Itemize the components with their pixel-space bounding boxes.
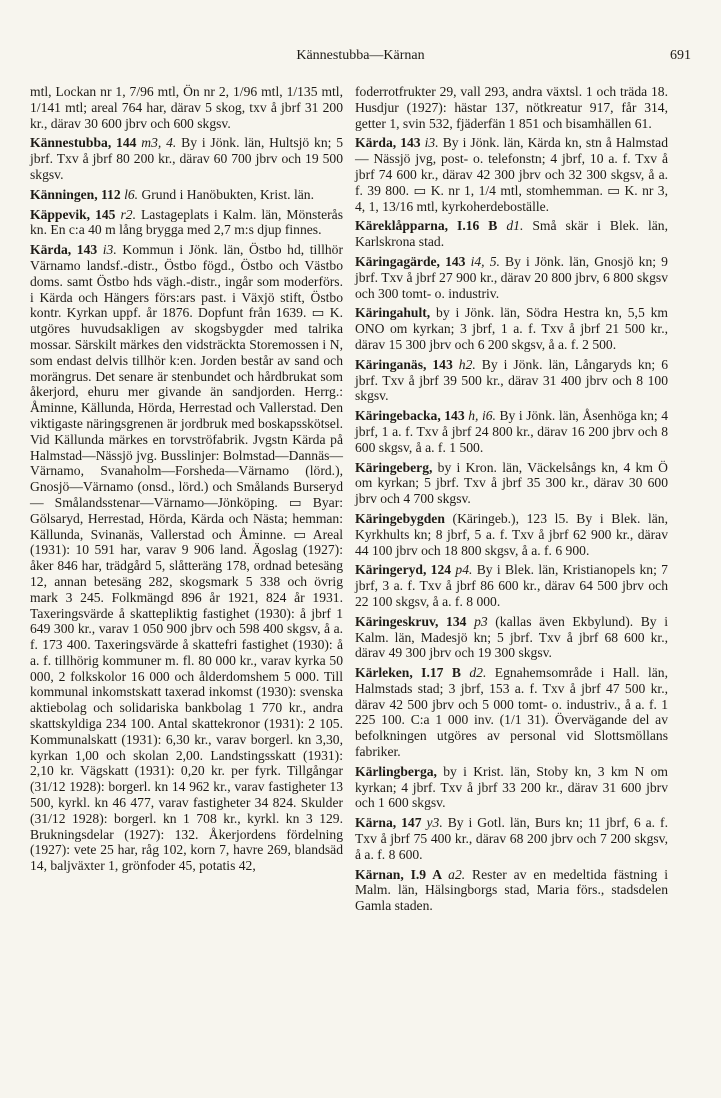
- map-reference: l6.: [124, 186, 139, 202]
- entry-headword: Käringeskruv, 134: [355, 613, 475, 629]
- entry-headword: Käringeryd, 124: [355, 562, 456, 578]
- left-column: [30, 84, 343, 878]
- entry-text: mtl, Lockan nr 1, 7/96 mtl, Ön nr 2, 1/96 mtl, 1/135 mtl, 1/141 mtl; areal 764 har, därav 5 skog, txv å jbrf 31 200 kr., därav 30 600 jbrv och 600 skgsv.: [30, 84, 343, 131]
- map-reference: i3.: [102, 242, 117, 258]
- dictionary-entry: [355, 815, 668, 862]
- entry-text: (kallas även Ekbylund). By i Kalm. län, Madesjö kn; 5 jbrf. Txv å jbrf 68 600 kr., därav 49 300 jbrv och 19 300 skgsv.: [355, 613, 668, 661]
- entry-text: foderrotfrukter 29, vall 293, andra växtsl. 1 och träda 18. Husdjur (1927): hästar 137, nötkreatur 917, får 314, getter 1, svin 532, fjäderfän 1 851 och bisamhällen 61.: [355, 84, 668, 131]
- entry-text: Små skär i Blek. län, Karlskrona stad.: [355, 218, 668, 250]
- right-column: [355, 84, 668, 918]
- map-reference: y3.: [426, 815, 443, 831]
- entry-text: By i Gotl. län, Burs kn; 11 jbrf, 6 a. f. Txv å jbrf 75 400 kr., därav 68 200 jbrv och 7 200 skgsv, å a. f. 8 600.: [355, 815, 668, 862]
- entry-text: Grund i Hanöbukten, Krist. län.: [138, 186, 314, 202]
- page-header: [0, 48, 721, 70]
- entry-text: By i Jönk. län, Långaryds kn; 6 jbrf. Txv å jbrf 39 500 kr., därav 31 400 jbrv och 8 100 skgsv.: [355, 356, 668, 404]
- dictionary-entry: [30, 187, 343, 203]
- dictionary-entry: [355, 764, 668, 811]
- entry-text: (Käringeb.), 123 l5. By i Blek. län, Kyrkhults kn; 8 jbrf, 5 a. f. Txv å jbrf 62 900 kr., därav 44 100 jbrv och 18 800 skgsv, å a. f. 6 900.: [355, 510, 669, 558]
- map-reference: p3: [474, 613, 488, 629]
- entry-text: By i Jönk. län, Åsenhöga kn; 4 jbrf, 1 a. f. Txv å jbrf 24 800 kr., därav 16 200 jbrv och 8 600 skgsv, å a. f. 1 500.: [355, 408, 668, 455]
- entry-headword: Kärlingberga,: [355, 763, 444, 779]
- dictionary-entry: [355, 614, 668, 661]
- dictionary-entry: [30, 242, 343, 874]
- dictionary-entry: [30, 135, 343, 182]
- entry-headword: Känningen, 112: [30, 186, 125, 202]
- dictionary-entry: [355, 357, 668, 404]
- entry-headword: Käreklåpparna, I.16 B: [355, 218, 507, 234]
- map-reference: r2.: [120, 206, 136, 222]
- entry-text: By i Jönk. län, Gnosjö kn; 9 jbrf. Txv å jbrf 27 900 kr., därav 20 800 jbrv, 6 800 skgsv och 300 tomt- o. industriv.: [355, 253, 668, 301]
- map-reference: h2.: [458, 356, 476, 372]
- dictionary-entry: [355, 665, 668, 760]
- map-reference: p4.: [455, 562, 473, 578]
- entry-text: Lastageplats i Kalm. län, Mönsterås kn. En c:a 40 m lång brygga med 2,7 m:s djup finnes.: [30, 206, 344, 238]
- map-reference: a2.: [448, 866, 466, 882]
- map-reference: d1.: [506, 218, 524, 234]
- dictionary-entry: [355, 408, 668, 455]
- entry-headword: Käringahult,: [355, 305, 437, 321]
- entry-text: By i Blek. län, Kristianopels kn; 7 jbrf, 3 a. f. Txv å jbrf 86 600 kr., därav 64 500 jbrv och 22 100 skgsv, å a. f. 8 000.: [355, 562, 668, 609]
- entry-headword: Kärda, 143: [355, 135, 425, 151]
- dictionary-entry: [355, 254, 668, 301]
- entry-headword: Kärda, 143: [30, 242, 103, 258]
- dictionary-entry: [355, 460, 668, 507]
- dictionary-entry: [355, 218, 668, 250]
- entry-headword: Käringebygden: [355, 510, 453, 526]
- dictionary-entry: [30, 207, 343, 239]
- running-title: Kännestubba—Kärnan: [296, 48, 425, 63]
- entry-text: By i Jönk. län, Hultsjö kn; 5 jbrf. Txv å jbrf 80 200 kr., därav 60 700 jbrv och 19 500 skgsv.: [30, 135, 344, 182]
- dictionary-entry: [355, 135, 668, 214]
- map-reference: i3.: [424, 135, 439, 151]
- entry-headword: Kännestubba, 144: [30, 135, 142, 151]
- map-reference: d2.: [469, 665, 487, 681]
- entry-text: Egnahemsområde i Hall. län, Halmstads stad; 3 jbrf, 153 a. f. Txv å jbrf 47 500 kr., därav 42 500 jbrv och 5 000 tomt- o. industriv., å a. f. 1 225 100. C:a 1 000 inv. (1/1 31). Övervägande del av befolkningen utgöres av personal vid Slottsmöllans fabriker.: [355, 665, 668, 760]
- map-reference: i4, 5.: [470, 253, 500, 269]
- entry-text: Rester av en medeltida fästning i Malm. län, Hälsingborgs stad, Maria förs., stadsdelen Gamla staden.: [355, 866, 669, 914]
- entry-headword: Käringanäs, 143: [355, 356, 459, 372]
- dictionary-entry: [30, 84, 343, 131]
- entry-headword: Kärna, 147: [355, 815, 427, 831]
- entry-headword: Kärleken, I.17 B: [355, 665, 470, 681]
- page-number: 691: [670, 48, 691, 63]
- entry-headword: Käringebacka, 143: [355, 408, 469, 424]
- entry-headword: Kärnan, I.9 A: [355, 866, 449, 882]
- dictionary-entry: [355, 84, 668, 131]
- entry-text: By i Jönk. län, Kärda kn, stn å Halmstad — Nässjö jvg, post- o. telefonstn; 4 jbrf, 10 a. f. Txv å jbrf 74 600 kr., därav 42 300 jbrv och 32 300 skgsv, å a. f. 39 800. ▭ K. nr 1, 1/4 mtl, stomhemman. ▭ K. nr 3, 4, 1, 13/16 mtl, kyrkoherdeboställe.: [355, 135, 668, 214]
- entry-text: by i Krist. län, Stoby kn, 3 km N om kyrkan; 4 jbrf. Txv å jbrf 33 200 kr., därav 31 600 jbrv och 1 600 skgsv.: [355, 763, 669, 811]
- map-reference: h, i6.: [468, 408, 496, 424]
- dictionary-entry: [355, 511, 668, 558]
- entry-text: by i Jönk. län, Södra Hestra kn, 5,5 km ONO om kyrkan; 3 jbrf, 1 a. f. Txv å jbrf 21 500 kr., därav 15 300 jbrv och 6 200 skgsv, å a. f. 2 500.: [355, 305, 668, 352]
- entry-headword: Käringeberg,: [355, 459, 438, 475]
- entry-headword: Käppevik, 145: [30, 206, 121, 222]
- entry-text: Kommun i Jönk. län, Östbo hd, tillhör Värnamo landsf.-distr., Östbo fögd., Östbo och Västbo doms. samt Östbo hds vägh.-distr., ingår som moderförs. i Kärda och Hängers förs:ars past. i Växjö stift, Östbo kontr. Kyrkan uppf. år 1876. Dopfunt från 1639. ▭ K. utgöres huvudsakligen av skogsbygder med talrika mossar. Särskilt märkes den vidsträckta Storemossen i N, som endast delvis tillhör k:en. Jorden består av sand och morängrus. Det senare är stenbundet och hårdbrukat som åkerjord, ehuru mer givande än sandjorden. Herrg.: Åminne, Källunda, Hörda, Herrestad och Vallerstad. Den viktigaste näringsgrenen är jordbruk med boskapsskötsel. Vid Källunda märkes en torvströfabrik. Jvgstn Kärda på Halmstad—Nässjö jvg. Busslinjer: Bolmstad—Dannäs—Värnamo, Svanaholm—Forsheda—Värnamo (lörd.), Gnosjö—Värnamo (onsd., lörd.) och Smålands Burseryd — Smålandsstenar—Värnamo—Jönköping. ▭ Byar: Gölsaryd, Herrestad, Hörda, Kärda och Nästa; hemman: Källunda, Svinanäs, Vallerstad och Åminne. ▭ Areal (1931): 10 591 har, varav 9 906 land. Ägoslag (1927): åker 846 har, trädgård 5, slåtteräng 178, ordnad betesäng 12, annan betesäng 282, skogsmark 5 338 och övrig mark 3 245. Folkmängd 896 år 1921, 824 år 1931. Taxeringsvärde å skattepliktig fastighet (1930): å jbrf 1 649 300 kr., varav 1 050 900 jbrv och 598 400 skgsv, å a. f. 173 400. Taxeringsvärde å skattefri fastighet (1930): å a. f. tillhörig kommuner m. fl. 80 000 kr., varav kyrka 50 000, 2 folkskolor 16 000 och ålderdomshem 5 000. Till kommunal inkomstskatt taxerad inkomst (1930): svenska aktiebolag och solidariska bankbolag 1 770 kr., andra skattskyldiga 234 100. Antal skattekronor (1931): 2 105. Kommunalskatt (1931): 6,30 kr., varav borgerl. kn 3,30, kyrkan 1,00 och skolan 2,00. Landstingsskatt (1931): 2,10 kr. Vägskatt (1931): 0,20 kr. per fyrk. Tillgångar (31/12 1928): borgerl. kn 14 962 kr., varav fastigheter 13 500, kyrkl. kn 46 477, varav fastigheter 34 824. Skulder (31/12 1928): borgerl. kn 1 708 kr., kyrkl. kn 3 129. Brukningsdelar (1927): 132. Åkerjordens fördelning (1927): vete 25 har, råg 102, korn 7, havre 269, blandsäd 14, baljväxter 1, grönfoder 45, potatis 42,: [30, 242, 343, 874]
- dictionary-entry: [355, 305, 668, 352]
- entry-text: by i Kron. län, Väckelsångs kn, 4 km Ö om kyrkan; 5 jbrf. Txv å jbrf 35 300 kr., därav 30 600 jbrv och 4 700 skgsv.: [355, 459, 668, 507]
- entry-headword: Käringagärde, 143: [355, 253, 471, 269]
- dictionary-entry: [355, 562, 668, 609]
- map-reference: m3, 4.: [141, 135, 177, 151]
- dictionary-entry: [355, 867, 668, 914]
